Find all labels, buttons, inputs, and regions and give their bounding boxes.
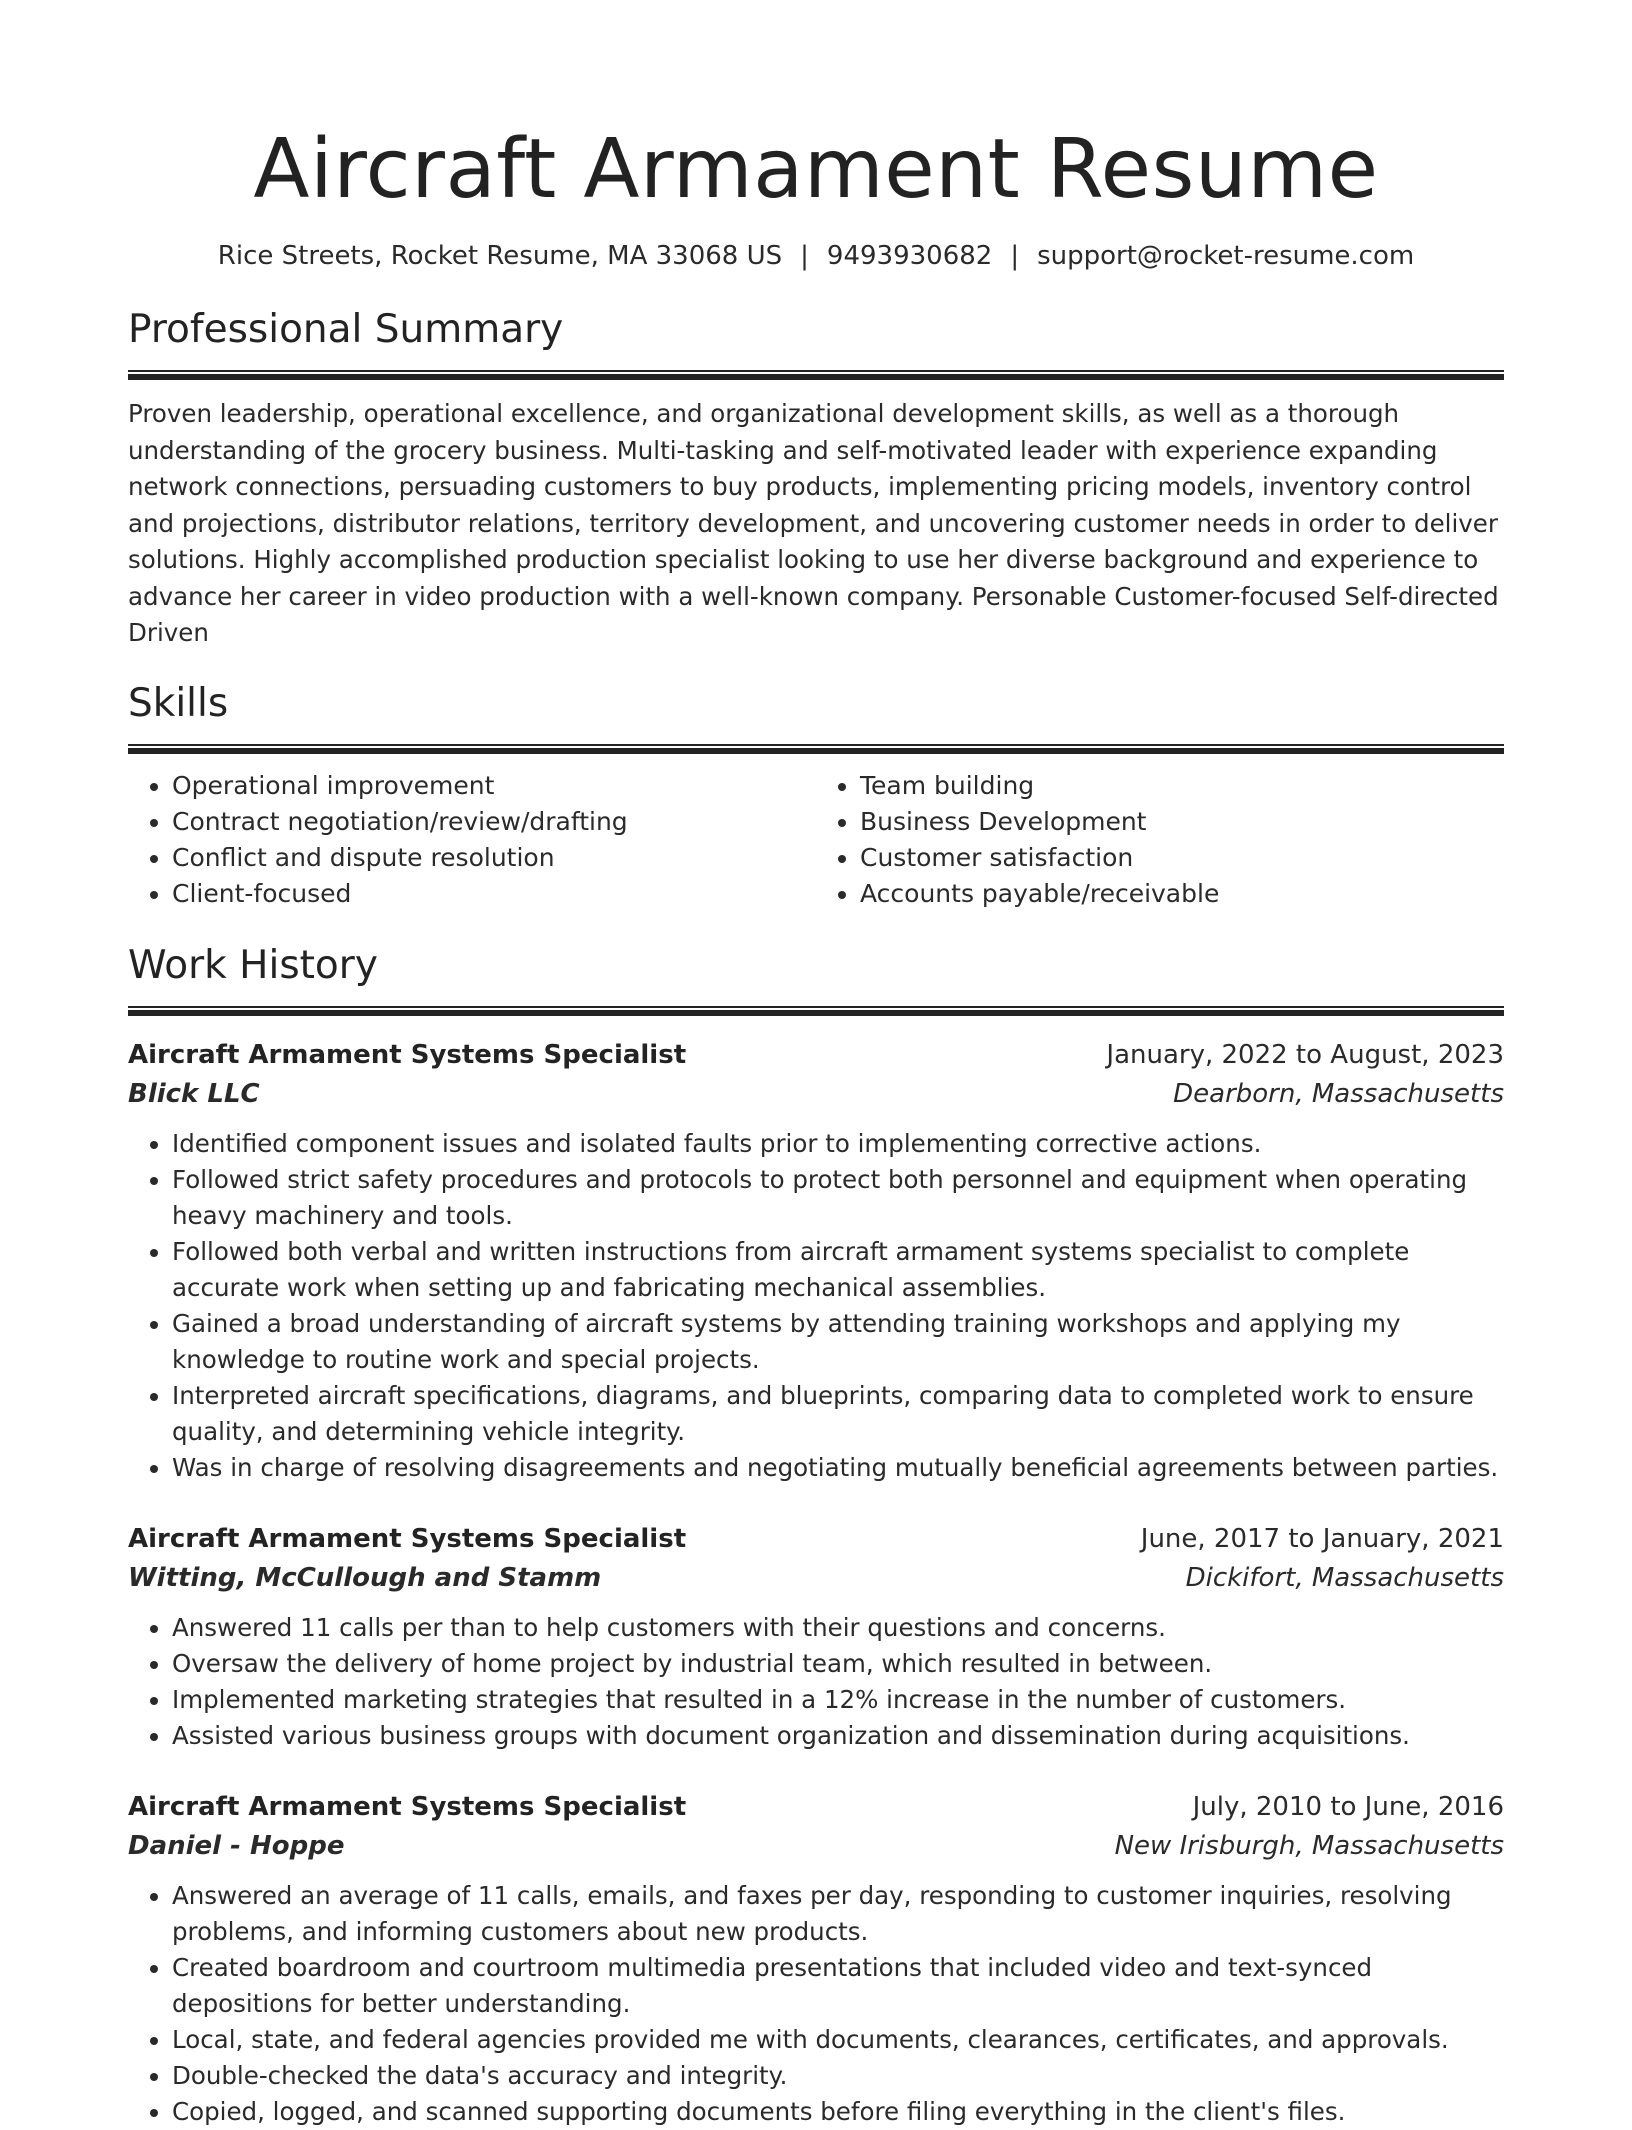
job-entry [128,1036,1504,1486]
job-location: Dickifort, Massachusetts [1185,1562,1504,1593]
job-bullet: • Identified component issues and isolated faults prior to implementing corrective actions. [172,1126,1504,1162]
job-title: Aircraft Armament Systems Specialist [128,1791,687,1822]
section-divider [128,744,1504,754]
job-company: Blick LLC [128,1078,260,1109]
job-bullet: • Created boardroom and courtroom multimedia presentations that included video and text-synced depositions for better understanding. [172,1950,1504,2022]
job-bullet: • Gained a broad understanding of aircraft systems by attending training workshops and applying my knowledge to routine work and special projects. [172,1306,1504,1378]
skills-columns [128,768,1504,912]
skill-item: • Client-focused [172,876,816,912]
contact-email: support@rocket-resume.com [1037,241,1415,271]
contact-phone: 9493930682 [826,241,993,271]
skills-list-right [816,768,1504,912]
job-company: Witting, McCullough and Stamm [128,1562,602,1593]
job-bullet: • Followed strict safety procedures and protocols to protect both personnel and equipment when operating heavy machinery and tools. [172,1162,1504,1234]
contact-separator: | [800,241,809,271]
job-dates: June, 2017 to January, 2021 [1140,1523,1504,1554]
job-bullet: • Was in charge of resolving disagreements and negotiating mutually beneficial agreements between parties. [172,1450,1504,1486]
contact-address: Rice Streets, Rocket Resume, MA 33068 US [217,241,783,271]
job-bullets [128,1126,1504,1486]
job-entry [128,1520,1504,1754]
contact-separator: | [1010,241,1020,271]
job-bullet: • Double-checked the data's accuracy and integrity. [172,2058,1504,2094]
job-dates: July, 2010 to June, 2016 [1192,1791,1504,1822]
resume-title: Aircraft Armament Resume [253,122,1379,217]
job-location: Dearborn, Massachusetts [1173,1078,1504,1109]
job-entry [128,1788,1504,2130]
job-bullets [128,1610,1504,1754]
section-divider [128,1006,1504,1016]
skill-item: • Business Development [860,804,1504,840]
summary-section [128,306,1504,652]
summary-heading: Professional Summary [128,307,564,352]
skills-list-left [128,768,816,912]
job-location: New Irisburgh, Massachusetts [1114,1830,1504,1861]
job-bullet: • Local, state, and federal agencies provided me with documents, clearances, certificates, and approvals. [172,2022,1504,2058]
summary-text: Proven leadership, operational excellence, and organizational development skills, as well as a thorough understanding of the grocery business. Multi-tasking and self-motivated leader with experience expanding network connections, persuading customers to buy products, implementing pricing models, inventory control and projections, distributor relations, territory development, and uncovering customer needs in order to deliver solutions. Highly accomplished production specialist looking to use her diverse background and experience to advance her career in video production with a well-known company. Personable Customer-focused Self-directed Driven [128,399,1499,647]
job-title: Aircraft Armament Systems Specialist [128,1039,687,1070]
job-header-row [128,1788,1504,1826]
job-bullet: • Implemented marketing strategies that resulted in a 12% increase in the number of customers. [172,1682,1504,1718]
job-company: Daniel - Hoppe [128,1830,345,1861]
job-bullet: • Interpreted aircraft specifications, diagrams, and blueprints, comparing data to completed work to ensure quality, and determining vehicle integrity. [172,1378,1504,1450]
job-bullet: • Oversaw the delivery of home project by industrial team, which resulted in between. [172,1646,1504,1682]
job-bullet: • Assisted various business groups with document organization and dissemination during acquisitions. [172,1718,1504,1754]
skill-item: • Contract negotiation/review/drafting [172,804,816,840]
skill-item: • Conflict and dispute resolution [172,840,816,876]
job-header-row [128,1520,1504,1558]
job-title: Aircraft Armament Systems Specialist [128,1523,687,1554]
skill-item: • Operational improvement [172,768,816,804]
job-bullet: • Followed both verbal and written instructions from aircraft armament systems specialist to complete accurate work when setting up and fabricating mechanical assemblies. [172,1234,1504,1306]
skill-item: • Team building [860,768,1504,804]
job-company-row [128,1826,1504,1866]
skill-item: • Customer satisfaction [860,840,1504,876]
skills-section [128,680,1504,912]
job-company-row [128,1074,1504,1114]
skill-item: • Accounts payable/receivable [860,876,1504,912]
job-bullet: • Copied, logged, and scanned supporting documents before filing everything in the client's files. [172,2094,1504,2130]
section-divider [128,370,1504,380]
job-company-row [128,1558,1504,1598]
job-header-row [128,1036,1504,1074]
work-history-section [128,942,1504,2130]
job-bullet: • Answered 11 calls per than to help customers with their questions and concerns. [172,1610,1504,1646]
job-bullet: • Answered an average of 11 calls, emails, and faxes per day, responding to customer inquiries, resolving problems, and informing customers about new products. [172,1878,1504,1950]
skills-heading: Skills [128,680,229,726]
work-history-heading: Work History [128,942,378,988]
job-bullets [128,1878,1504,2130]
contact-line [128,238,1504,274]
job-dates: January, 2022 to August, 2023 [1106,1039,1504,1070]
